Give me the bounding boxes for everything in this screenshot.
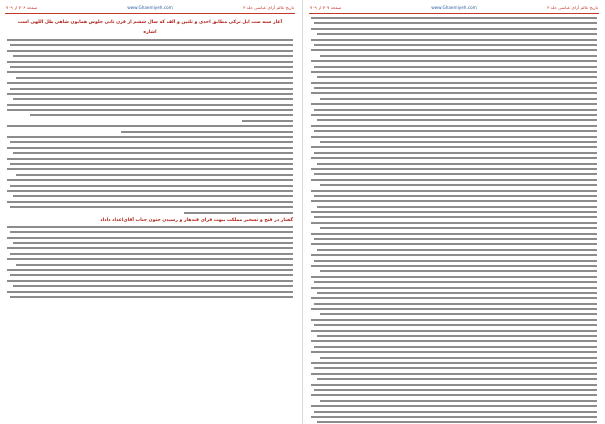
page-body — [311, 17, 597, 420]
paragraph-block-1 — [311, 17, 597, 424]
header-rule — [5, 13, 295, 14]
section-heading: گفتار در فتح و تسخیر مملکت بیهت فرای قندهار و رسیدن جنون جناب آقای‌اعداد داداد — [100, 217, 293, 223]
left-page — [2, 0, 298, 424]
site-url: www.Ghaemiyeh.com — [431, 5, 477, 10]
page-divider — [302, 0, 303, 424]
chapter-heading: آغاز سنه ست ایل ترکی مطابق احدی و ثلثین و الف که سال ششم از قرن ثانی جلوس همایون شاهی ظل اللهی است — [17, 20, 283, 25]
paragraph-block-2 — [7, 226, 293, 298]
page-header — [2, 3, 298, 12]
right-page — [306, 0, 602, 424]
page-number: صفحه ۷۰۶ از ۷۰۹ — [6, 5, 38, 10]
subheading-ashara: اشاره — [143, 30, 157, 35]
page-body — [7, 17, 293, 420]
page-number: صفحه ۷۰۷ از ۷۰۹ — [310, 5, 342, 10]
header-rule — [309, 13, 599, 14]
paragraph-block-1 — [7, 39, 293, 214]
book-title: تاریخ عالم آرای عباسی جلد ۳ — [547, 5, 598, 10]
book-title: تاریخ عالم آرای عباسی جلد ۳ — [243, 5, 294, 10]
page-header — [306, 3, 602, 12]
site-url: www.Ghaemiyeh.com — [127, 5, 173, 10]
